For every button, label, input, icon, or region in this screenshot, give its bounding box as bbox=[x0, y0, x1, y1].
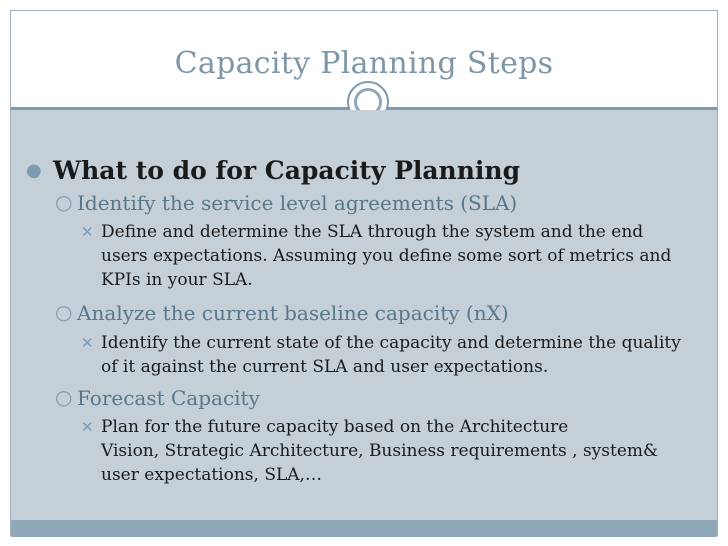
detail-line: user expectations, SLA,… bbox=[101, 465, 322, 485]
circle-bullet-icon: ● bbox=[26, 160, 42, 181]
section-detail-text bbox=[101, 415, 681, 487]
slide-frame bbox=[10, 10, 718, 536]
detail-line: KPIs in your SLA. bbox=[101, 270, 253, 290]
bottom-band bbox=[11, 520, 717, 537]
x-bullet-icon: ✕ bbox=[81, 418, 94, 436]
detail-line: Identify the current state of the capacity and determine the quality bbox=[101, 333, 681, 353]
x-bullet-icon: ✕ bbox=[81, 223, 94, 241]
slide-title: Capacity Planning Steps bbox=[174, 46, 554, 81]
ring-bullet-icon: ○ bbox=[55, 300, 73, 324]
detail-line: users expectations. Assuming you define some sort of metrics and bbox=[101, 246, 672, 266]
section-heading-text: Analyze the current baseline capacity (nX) bbox=[77, 301, 509, 325]
detail-line: of it against the current SLA and user expectations. bbox=[101, 357, 549, 377]
detail-line: Plan for the future capacity based on the Architecture bbox=[101, 417, 569, 437]
section-heading-text: Identify the service level agreements (SLA) bbox=[77, 191, 518, 215]
x-bullet-icon: ✕ bbox=[81, 334, 94, 352]
ring-bullet-icon: ○ bbox=[55, 385, 73, 409]
content-area bbox=[11, 110, 717, 520]
main-bullet-text: What to do for Capacity Planning bbox=[53, 156, 521, 185]
section-heading-text: Forecast Capacity bbox=[77, 386, 260, 410]
ring-bullet-icon: ○ bbox=[55, 190, 73, 214]
section-detail-text bbox=[101, 331, 681, 379]
detail-line: Vision, Strategic Architecture, Business requirements , system& bbox=[101, 441, 659, 461]
detail-line: Define and determine the SLA through the system and the end bbox=[101, 222, 644, 242]
section-detail-text bbox=[101, 220, 681, 292]
